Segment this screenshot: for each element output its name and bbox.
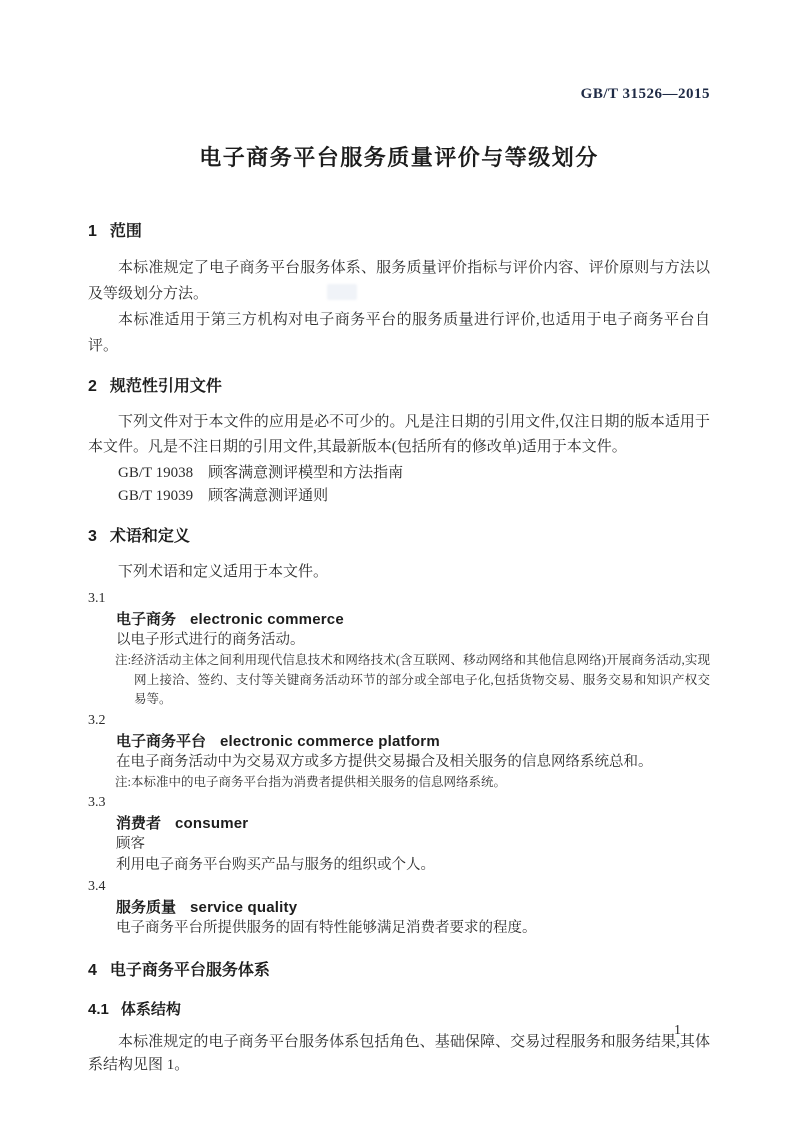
term-name-zh: 电子商务 bbox=[116, 611, 177, 628]
term-name-zh: 服务质量 bbox=[116, 899, 177, 916]
doc-number: GB/T 31526—2015 bbox=[580, 86, 710, 102]
term-name-zh: 消费者 bbox=[116, 815, 162, 832]
section-number: 1 bbox=[88, 223, 97, 240]
section-number: 4 bbox=[88, 962, 97, 979]
term-note: 注:经济活动主体之间利用现代信息技术和网络技术(含互联网、移动网络和其他信息网络)开展商务活动,实现网上接洽、签约、支付等关键商务活动环节的部分或全部电子化,包括货物交易、服务交易和知识产权交易等。 bbox=[115, 653, 710, 706]
term-name-en: service quality bbox=[190, 899, 298, 916]
section-3-heading bbox=[88, 526, 710, 548]
section-4-heading bbox=[88, 960, 710, 982]
page-number: 1 bbox=[674, 1023, 681, 1038]
term-entry bbox=[88, 792, 710, 876]
section-2-heading bbox=[88, 376, 710, 398]
reference-item: GB/T 19039 顾客满意测评通则 bbox=[118, 488, 329, 504]
section-3-intro: 下列术语和定义适用于本文件。 bbox=[118, 564, 329, 580]
term-entry bbox=[88, 588, 710, 710]
term-number: 3.2 bbox=[88, 712, 106, 728]
term-definition: 电子商务平台所提供服务的固有特性能够满足消费者要求的程度。 bbox=[116, 920, 537, 936]
term-entry bbox=[88, 710, 710, 793]
terms-and-definitions bbox=[88, 588, 710, 939]
term-name-en: consumer bbox=[175, 815, 249, 832]
term-title bbox=[88, 897, 710, 918]
term-definition: 以电子形式进行的商务活动。 bbox=[116, 632, 305, 648]
section-2-paragraph-1: 下列文件对于本文件的应用是必不可少的。凡是注日期的引用文件,仅注日期的版本适用于本文件。凡是不注日期的引用文件,其最新版本(包括所有的修改单)适用于本文件。 bbox=[88, 414, 710, 455]
section-1-paragraph-2: 本标准适用于第三方机构对电子商务平台的服务质量进行评价,也适用于电子商务平台自评。 bbox=[88, 312, 710, 354]
term-synonym: 顾客 bbox=[116, 836, 145, 852]
term-number: 3.3 bbox=[88, 795, 106, 810]
term-title bbox=[88, 813, 710, 834]
document-title: 电子商务平台服务质量评价与等级划分 bbox=[199, 145, 599, 170]
section-1-paragraph-1: 本标准规定了电子商务平台服务体系、服务质量评价指标与评价内容、评价原则与方法以及等级划分方法。 bbox=[88, 260, 710, 302]
term-name-en: electronic commerce bbox=[190, 611, 344, 628]
normative-references bbox=[88, 462, 710, 508]
section-title: 体系结构 bbox=[120, 1001, 181, 1018]
section-title: 术语和定义 bbox=[109, 528, 190, 545]
term-note: 注:本标准中的电子商务平台指为消费者提供相关服务的信息网络系统。 bbox=[115, 774, 506, 789]
section-number: 3 bbox=[88, 528, 97, 545]
term-entry bbox=[88, 876, 710, 939]
section-number: 4.1 bbox=[88, 1001, 109, 1018]
section-4-1-paragraph-1: 本标准规定的电子商务平台服务体系包括角色、基础保障、交易过程服务和服务结果,其体系结构见图 1。 bbox=[88, 1034, 710, 1073]
term-name-en: electronic commerce platform bbox=[220, 732, 440, 750]
term-name-zh: 电子商务平台 bbox=[116, 732, 207, 750]
term-number: 3.4 bbox=[88, 879, 106, 894]
term-number: 3.1 bbox=[88, 591, 106, 606]
term-title bbox=[88, 609, 710, 630]
section-title: 电子商务平台服务体系 bbox=[109, 962, 270, 979]
section-number: 2 bbox=[88, 378, 97, 395]
section-title: 范围 bbox=[109, 223, 142, 240]
term-definition: 在电子商务活动中为交易双方或多方提供交易撮合及相关服务的信息网络系统总和。 bbox=[116, 753, 653, 770]
section-title: 规范性引用文件 bbox=[109, 378, 222, 395]
reference-item: GB/T 19038 顾客满意测评模型和方法指南 bbox=[118, 465, 404, 481]
term-title bbox=[88, 731, 710, 752]
term-definition: 利用电子商务平台购买产品与服务的组织或个人。 bbox=[116, 857, 435, 873]
section-1-heading bbox=[88, 221, 710, 243]
faint-watermark-artifact bbox=[327, 284, 357, 300]
section-4-1-heading bbox=[88, 999, 710, 1020]
